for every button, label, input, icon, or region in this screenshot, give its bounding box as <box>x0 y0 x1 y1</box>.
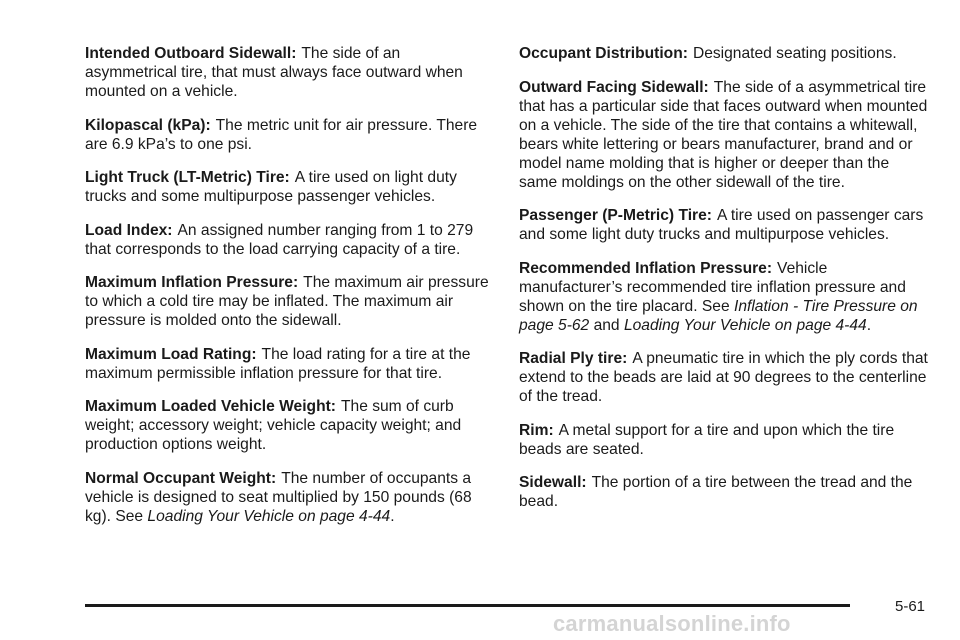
glossary-entry-kilopascal <box>85 116 495 154</box>
glossary-term: Kilopascal (kPa): <box>85 116 211 134</box>
page-number: 5-61 <box>895 598 926 615</box>
glossary-definition: An assigned number ranging from 1 to 279 that corresponds to the load carrying capacity of a tire. <box>85 221 474 258</box>
glossary-entry-intended-outboard-sidewall <box>85 44 495 101</box>
glossary-definition: The metric unit for air pressure. There are 6.9 kPa’s to one psi. <box>85 116 478 153</box>
glossary-entry-outward-facing-sidewall <box>519 78 929 192</box>
cross-reference-link[interactable]: Loading Your Vehicle on page 4-44 <box>623 316 867 334</box>
glossary-definition: Designated seating positions. <box>692 45 897 62</box>
glossary-term: Radial Ply tire: <box>519 350 628 367</box>
glossary-entry-rim <box>519 421 929 459</box>
glossary-entry-sidewall <box>519 473 929 511</box>
glossary-definition: The maximum air pressure to which a cold tire may be inflated. The maximum air pressure is molded onto the sidewall. <box>85 274 489 329</box>
glossary-connector: and <box>593 316 620 334</box>
glossary-term: Sidewall: <box>519 474 587 491</box>
glossary-term: Passenger (P-Metric) Tire: <box>519 207 712 224</box>
glossary-term: Maximum Inflation Pressure: <box>85 274 299 291</box>
right-column <box>519 44 929 526</box>
glossary-entry-maximum-load-rating <box>85 345 495 383</box>
glossary-entry-radial-ply-tire <box>519 349 929 406</box>
glossary-punctuation: . <box>866 316 872 334</box>
watermark: carmanualsonline.info <box>553 611 791 636</box>
glossary-term: Maximum Loaded Vehicle Weight: <box>85 398 336 415</box>
glossary-definition: The load rating for a tire at the maximum permissible inflation pressure for that tire. <box>85 345 471 382</box>
glossary-entry-maximum-inflation-pressure <box>85 273 495 330</box>
footer-rule <box>85 604 850 607</box>
glossary-term: Recommended Inflation Pressure: <box>519 259 773 277</box>
glossary-entry-passenger-tire <box>519 206 929 244</box>
glossary-entry-normal-occupant-weight <box>85 469 495 526</box>
glossary-definition: The sum of curb weight; accessory weight; vehicle capacity weight; and production options weight. <box>85 398 462 453</box>
glossary-entry-maximum-loaded-vehicle-weight <box>85 397 495 454</box>
glossary-punctuation: . <box>390 507 395 525</box>
glossary-entry-recommended-inflation-pressure <box>519 259 929 335</box>
glossary-definition: Vehicle manufacturer’s recommended tire inflation pressure and shown on the tire placard. See <box>519 259 906 315</box>
glossary-definition: A metal support for a tire and upon which the tire beads are seated. <box>519 421 895 458</box>
glossary-definition: The side of an asymmetrical tire, that must always face outward when mounted on a vehicle. <box>85 45 463 100</box>
glossary-definition: A pneumatic tire in which the ply cords that extend to the beads are laid at 90 degrees to the centerline of the tread. <box>519 350 928 405</box>
glossary-term: Rim: <box>519 421 554 439</box>
glossary-term: Maximum Load Rating: <box>85 345 257 363</box>
glossary-term: Intended Outboard Sidewall: <box>85 45 297 62</box>
cross-reference-link[interactable]: Inflation - Tire Pressure on page 5-62 <box>519 297 918 334</box>
glossary-term: Light Truck (LT-Metric) Tire: <box>85 169 290 186</box>
glossary-definition: The side of a asymmetrical tire that has a particular side that faces outward when mounted on a vehicle. The side of the tire that contains a whitewall, bears white lettering or bears manufacturer, brand and or model name molding that is higher or deeper than the same moldings on the other sidewall of the tire. <box>519 78 928 191</box>
glossary-definition: A tire used on light duty trucks and some multipurpose passenger vehicles. <box>85 169 457 205</box>
cross-reference-link[interactable]: Loading Your Vehicle on page 4-44 <box>147 507 391 525</box>
glossary-entry-light-truck-tire <box>85 168 495 206</box>
left-column <box>85 44 495 540</box>
glossary-definition: The number of occupants a vehicle is designed to seat multiplied by 150 pounds (68 kg). See <box>85 469 472 525</box>
glossary-entry-load-index <box>85 221 495 259</box>
glossary-term: Occupant Distribution: <box>519 45 688 62</box>
glossary-term: Load Index: <box>85 221 173 239</box>
glossary-term: Outward Facing Sidewall: <box>519 78 709 96</box>
glossary-definition: A tire used on passenger cars and some light duty trucks and multipurpose vehicles. <box>519 207 924 243</box>
glossary-entry-occupant-distribution <box>519 44 929 63</box>
glossary-term: Normal Occupant Weight: <box>85 469 277 487</box>
glossary-definition: The portion of a tire between the tread and the bead. <box>519 474 913 510</box>
